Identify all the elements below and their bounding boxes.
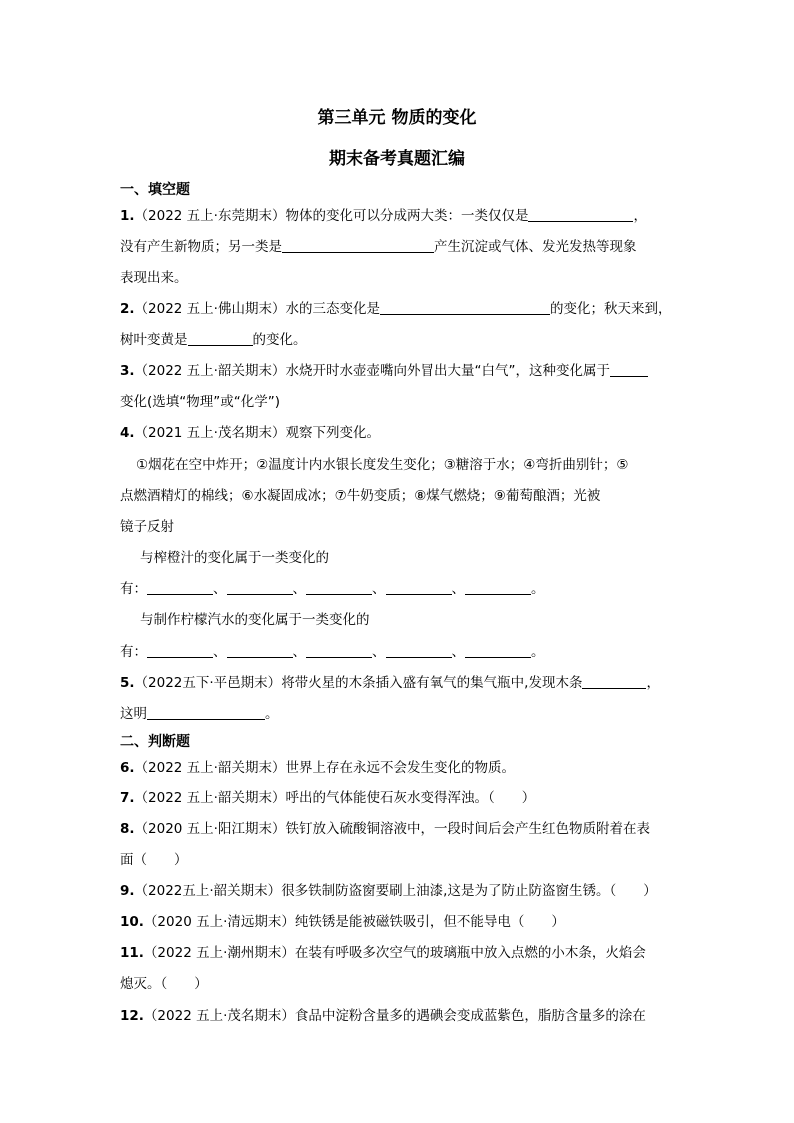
separator: 、: [372, 644, 386, 660]
question-text: 将带火星的木条插入盛有氧气的集气瓶中,发现木条: [281, 675, 583, 691]
question-text: 这明: [120, 706, 147, 722]
question-text: 的变化；秋天来到，: [549, 301, 672, 317]
question-source: （2022 五上·东莞期末）: [134, 208, 286, 224]
question-text: 。: [265, 706, 279, 722]
question-4-prompt-2: 与制作柠檬汽水的变化属于一类变化的: [140, 612, 370, 628]
question-text: 没有产生新物质；另一类是: [120, 239, 282, 255]
separator: 、: [372, 581, 386, 597]
page-subtitle: 期末备考真题汇编: [329, 149, 465, 169]
question-text: 在装有呼吸多次空气的玻璃瓶中放入点燃的小木条，火焰会: [294, 945, 646, 961]
answer-blank[interactable]: [282, 238, 434, 253]
question-source: （2020 五上·阳江期末）: [134, 821, 286, 837]
answer-blank[interactable]: [306, 580, 372, 595]
question-8-line-1: [120, 819, 650, 839]
answer-blank[interactable]: [227, 643, 293, 658]
question-number: 6.: [120, 760, 135, 776]
question-4-line-1: [120, 423, 380, 443]
question-source: （2020 五上·清远期末）: [143, 914, 295, 930]
question-11-line-1: [120, 943, 646, 963]
answer-blank[interactable]: [582, 674, 646, 689]
question-text: 世界上存在永远不会发生变化的物质。: [285, 760, 515, 776]
question-text: 树叶变黄是: [120, 332, 188, 348]
question-text: 的变化。: [252, 332, 307, 348]
question-source: （2022 五上·韶关期末）: [134, 363, 286, 379]
question-number: 1.: [120, 208, 135, 224]
answer-blank[interactable]: [465, 580, 531, 595]
question-number: 12.: [120, 1008, 144, 1024]
answer-blank[interactable]: [147, 705, 265, 720]
separator: 、: [451, 644, 465, 660]
question-text: 水烧开时水壶壶嘴向外冒出大量“白气”，这种变化属于: [285, 363, 610, 379]
separator: 、: [292, 581, 306, 597]
answer-blank[interactable]: [528, 207, 633, 222]
question-text: 铁钉放入硫酸铜溶液中，一段时间后会产生红色物质附着在表: [285, 821, 650, 837]
separator: 、: [213, 644, 227, 660]
question-source: （2022五下·平邑期末）: [134, 675, 282, 691]
question-number: 3.: [120, 363, 135, 379]
question-4-items-line-3: 镜子反射: [120, 519, 174, 535]
question-number: 11.: [120, 945, 144, 961]
end-mark: 。: [531, 581, 545, 597]
question-number: 4.: [120, 425, 135, 441]
question-9: [120, 881, 657, 901]
question-source: （2022 五上·佛山期末）: [134, 301, 286, 317]
answer-blank[interactable]: [147, 580, 213, 595]
question-text: 呼出的气体能使石灰水变得浑浊。（ ）: [285, 790, 536, 806]
section-true-false: 二、判断题: [120, 734, 190, 750]
question-12: [120, 1006, 646, 1026]
separator: 、: [213, 581, 227, 597]
question-source: （2022 五上·韶关期末）: [134, 790, 286, 806]
answer-blank[interactable]: [386, 643, 452, 658]
question-5-line-1: [120, 673, 660, 693]
page-title: 第三单元 物质的变化: [317, 108, 477, 128]
question-source: （2021 五上·茂名期末）: [134, 425, 286, 441]
question-number: 5.: [120, 675, 135, 691]
answer-blank[interactable]: [465, 643, 531, 658]
question-text: ，: [633, 208, 647, 224]
question-text: 很多铁制防盗窗要刷上油漆,这是为了防止防盗窗生锈。（ ）: [281, 883, 657, 899]
question-number: 7.: [120, 790, 135, 806]
question-4-items-line-1: ①烟花在空中炸开；②温度计内水银长度发生变化；③糖溶于水；④弯折曲别针；⑤: [136, 457, 629, 473]
question-4-prompt-1: 与榨橙汁的变化属于一类变化的: [140, 550, 329, 566]
question-1-line-1: [120, 206, 647, 226]
question-10: [120, 912, 565, 932]
question-4-answers-2: [120, 642, 545, 662]
question-7: [120, 788, 535, 808]
question-number: 10.: [120, 914, 144, 930]
question-text: 物体的变化可以分成两大类：一类仅仅是: [285, 208, 529, 224]
answer-blank[interactable]: [380, 300, 550, 315]
answer-blank[interactable]: [188, 331, 253, 346]
question-1-line-2: [120, 237, 637, 257]
end-mark: 。: [531, 644, 545, 660]
question-source: （2022 五上·茂名期末）: [143, 1008, 295, 1024]
separator: 、: [451, 581, 465, 597]
question-text: 纯铁锈是能被磁铁吸引，但不能导电（ ）: [294, 914, 565, 930]
question-text: ，: [646, 675, 660, 691]
question-number: 9.: [120, 883, 135, 899]
question-text: 产生沉淀或气体、发光发热等现象: [434, 239, 637, 255]
question-source: （2022 五上·韶关期末）: [134, 760, 286, 776]
question-text: 观察下列变化。: [285, 425, 380, 441]
answer-blank[interactable]: [227, 580, 293, 595]
separator: 、: [292, 644, 306, 660]
question-2-line-2: [120, 330, 307, 350]
question-text: 有：: [120, 644, 147, 660]
question-text: 水的三态变化是: [285, 301, 380, 317]
answer-blank[interactable]: [610, 362, 648, 377]
question-3-line-1: [120, 361, 648, 381]
question-text: 有：: [120, 581, 147, 597]
answer-blank[interactable]: [386, 580, 452, 595]
question-number: 2.: [120, 301, 135, 317]
question-3-line-2: 变化(选填“物理”或“化学”): [120, 394, 281, 410]
question-source: （2022五上·韶关期末）: [134, 883, 282, 899]
question-1-line-3: 表现出来。: [120, 270, 188, 286]
section-fill-in: 一、填空题: [120, 182, 190, 198]
question-6: [120, 758, 515, 778]
answer-blank[interactable]: [306, 643, 372, 658]
question-8-line-2: 面（ ）: [120, 852, 188, 868]
question-text: 食品中淀粉含量多的遇碘会变成蓝紫色，脂肪含量多的涂在: [294, 1008, 646, 1024]
question-source: （2022 五上·潮州期末）: [143, 945, 295, 961]
answer-blank[interactable]: [147, 643, 213, 658]
question-4-items-line-2: 点燃酒精灯的棉线；⑥水凝固成冰；⑦牛奶变质；⑧煤气燃烧；⑨葡萄酿酒；光被: [120, 488, 601, 504]
question-number: 8.: [120, 821, 135, 837]
question-5-line-2: [120, 704, 279, 724]
question-4-answers-1: [120, 579, 545, 599]
question-2-line-1: [120, 299, 671, 319]
question-11-line-2: 熄灭。（ ）: [120, 976, 208, 992]
